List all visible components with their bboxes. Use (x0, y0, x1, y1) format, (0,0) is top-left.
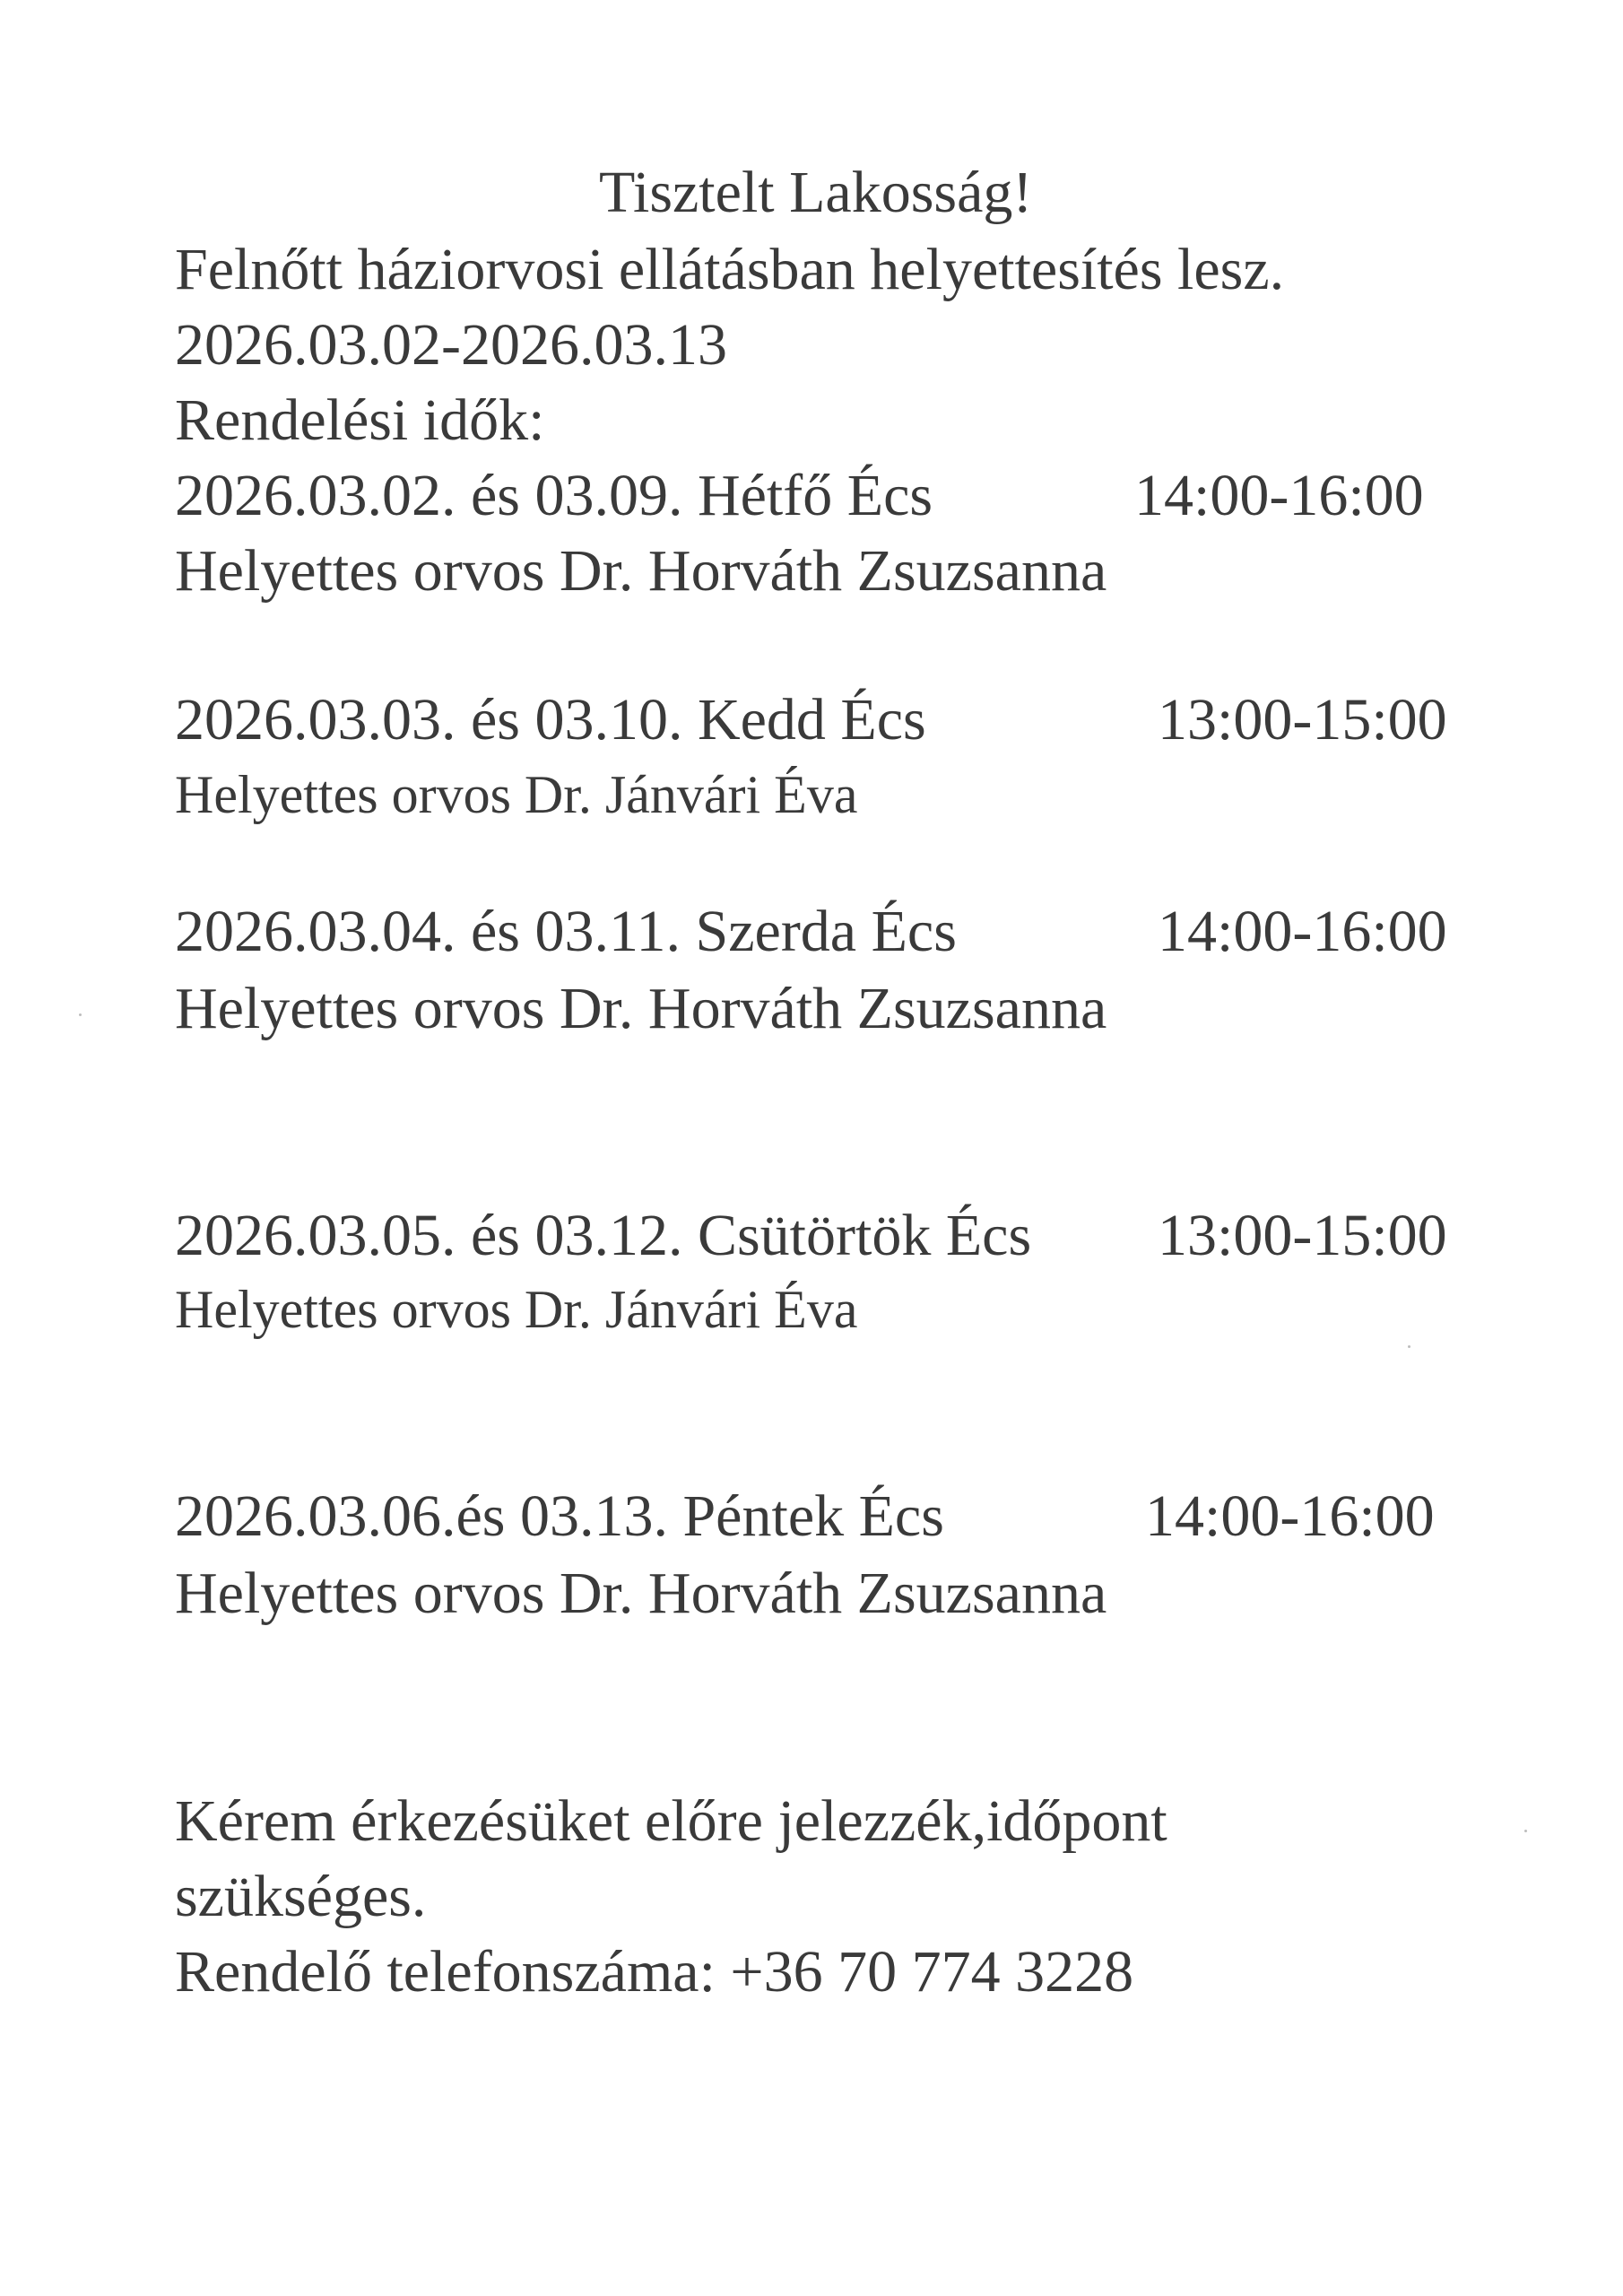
greeting: Tisztelt Lakosság! (599, 160, 1033, 225)
schedule-doctor: Helyettes orvos Dr. Jánvári Éva (175, 765, 858, 824)
schedule-heading: Rendelési idők: (175, 387, 545, 453)
schedule-date-day: 2026.03.02. és 03.09. Hétfő Écs (175, 463, 933, 528)
scan-speck (79, 1013, 82, 1016)
schedule-doctor: Helyettes orvos Dr. Horváth Zsuzsanna (175, 976, 1107, 1041)
schedule-date-day: 2026.03.05. és 03.12. Csütörtök Écs (175, 1203, 1032, 1268)
schedule-date-day: 2026.03.06.és 03.13. Péntek Écs (175, 1483, 944, 1549)
schedule-time: 13:00-15:00 (1158, 1203, 1447, 1268)
phone-line: Rendelő telefonszáma: +36 70 774 3228 (175, 1939, 1134, 2005)
schedule-doctor: Helyettes orvos Dr. Horváth Zsuzsanna (175, 1561, 1107, 1626)
schedule-time: 14:00-16:00 (1134, 463, 1424, 528)
schedule-doctor: Helyettes orvos Dr. Jánvári Éva (175, 1280, 858, 1339)
closing-request: Kérem érkezésüket előre jelezzék,időpont (175, 1788, 1167, 1854)
period-text: 2026.03.02-2026.03.13 (175, 312, 727, 378)
schedule-doctor: Helyettes orvos Dr. Horváth Zsuzsanna (175, 538, 1107, 604)
schedule-date-day: 2026.03.04. és 03.11. Szerda Écs (175, 899, 957, 964)
schedule-time: 13:00-15:00 (1158, 687, 1447, 752)
closing-request-continued: szükséges. (175, 1864, 427, 1929)
intro-text: Felnőtt háziorvosi ellátásban helyettesítés lesz. (175, 237, 1285, 302)
schedule-time: 14:00-16:00 (1158, 899, 1447, 964)
scan-speck (1408, 1345, 1410, 1348)
scan-speck (1524, 1830, 1527, 1832)
schedule-date-day: 2026.03.03. és 03.10. Kedd Écs (175, 687, 926, 752)
schedule-time: 14:00-16:00 (1145, 1483, 1435, 1549)
